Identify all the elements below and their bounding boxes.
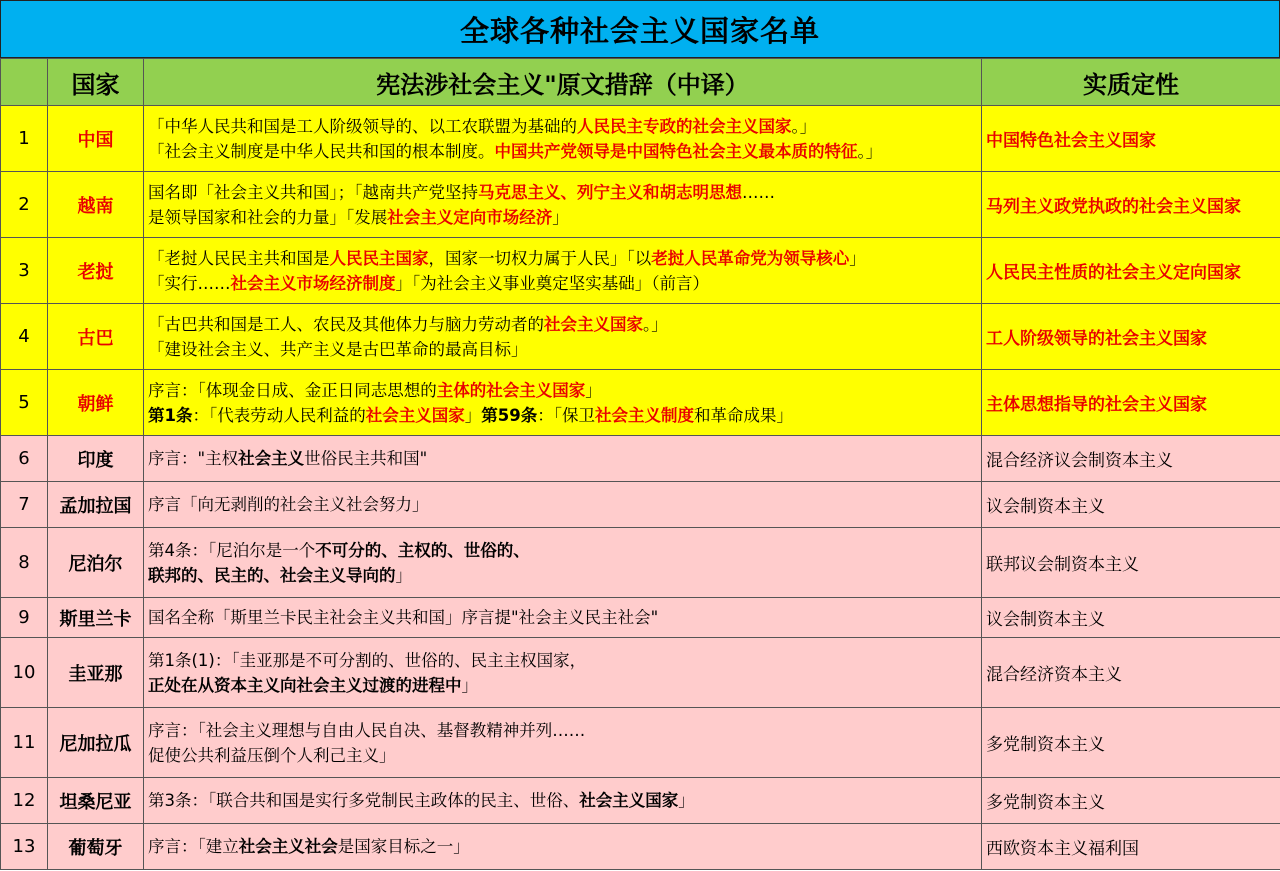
quote-text: 序言：「社会主义理想与自由人民自决、基督教精神并列…… xyxy=(148,720,586,740)
country-name: 印度 xyxy=(48,436,144,482)
country-name: 越南 xyxy=(48,172,144,238)
row-number: 7 xyxy=(1,482,48,528)
quote-line xyxy=(148,538,981,563)
bold-text: 社会主义国家 xyxy=(579,791,679,810)
quote-line xyxy=(148,446,981,471)
constitution-quote xyxy=(144,436,982,482)
quote-line xyxy=(148,114,981,139)
quote-text: 。」 xyxy=(791,116,817,136)
quote-line xyxy=(148,788,981,813)
constitution-quote xyxy=(144,598,982,638)
quote-line xyxy=(148,563,981,588)
quote-text: ：「代表劳动人民利益的 xyxy=(192,405,366,425)
country-name: 圭亚那 xyxy=(48,638,144,708)
quote-text: 「中华人民共和国是工人阶级领导的、以工农联盟为基础的 xyxy=(148,116,577,136)
quote-text: 第3条：「联合共和国是实行多党制民主政体的民主、世俗、 xyxy=(148,791,580,810)
quote-text: 」 xyxy=(461,675,478,695)
header-quote: 宪法涉社会主义"原文措辞（中译） xyxy=(144,59,982,106)
highlight-text: 人民民主国家 xyxy=(329,248,429,268)
nature-label: 混合经济资本主义 xyxy=(982,638,1280,708)
table-row xyxy=(1,172,1280,238)
country-name: 古巴 xyxy=(48,304,144,370)
table-row xyxy=(1,778,1280,824)
row-number: 3 xyxy=(1,238,48,304)
bold-text: 社会主义 xyxy=(238,449,305,468)
table-row xyxy=(1,436,1280,482)
header-country: 国家 xyxy=(48,59,144,106)
table-row xyxy=(1,824,1280,870)
quote-text: 」 xyxy=(849,248,866,268)
quote-text: 「古巴共和国是工人、农民及其他体力与脑力劳动者的 xyxy=(148,314,544,334)
bold-text: 第59条 xyxy=(481,405,538,425)
highlight-text: 社会主义国家 xyxy=(544,314,643,334)
constitution-quote xyxy=(144,304,982,370)
quote-text: 第4条：「尼泊尔是一个 xyxy=(148,540,316,560)
quote-line xyxy=(148,139,981,164)
header-num xyxy=(1,59,48,106)
highlight-text: 社会主义定向市场经济 xyxy=(387,207,553,227)
quote-text: 世俗民主共和国" xyxy=(304,449,428,468)
nature-label: 主体思想指导的社会主义国家 xyxy=(982,370,1280,436)
constitution-quote xyxy=(144,482,982,528)
table-body xyxy=(1,106,1280,870)
highlight-text: 社会主义制度 xyxy=(594,405,694,425)
row-number: 1 xyxy=(1,106,48,172)
quote-line xyxy=(148,205,981,230)
highlight-text: 社会主义市场经济制度 xyxy=(230,273,396,293)
constitution-quote xyxy=(144,106,982,172)
quote-line xyxy=(148,743,981,768)
row-number: 8 xyxy=(1,528,48,598)
bold-text: 联邦的、民主的、社会主义导向的 xyxy=(148,565,396,585)
quote-line xyxy=(148,246,981,271)
quote-line xyxy=(148,312,981,337)
country-name: 朝鲜 xyxy=(48,370,144,436)
quote-text: 」 xyxy=(395,565,412,585)
nature-label: 议会制资本主义 xyxy=(982,598,1280,638)
quote-text: 序言："主权 xyxy=(148,449,239,468)
bold-text: 社会主义社会 xyxy=(238,837,338,856)
country-name: 葡萄牙 xyxy=(48,824,144,870)
bold-text: 正处在从资本主义向社会主义过渡的进程中 xyxy=(148,675,462,695)
table-row xyxy=(1,528,1280,598)
nature-label: 马列主义政党执政的社会主义国家 xyxy=(982,172,1280,238)
quote-text: 促使公共利益压倒个人利己主义」 xyxy=(148,745,396,765)
quote-text: 是领导国家和社会的力量」「发展 xyxy=(148,207,388,227)
quote-text: ，国家一切权力属于人民」「以 xyxy=(428,248,652,268)
country-name: 尼加拉瓜 xyxy=(48,708,144,778)
quote-line xyxy=(148,403,981,428)
quote-line xyxy=(148,271,981,296)
highlight-text: 社会主义国家 xyxy=(365,405,465,425)
quote-text: 序言：「建立 xyxy=(148,837,239,856)
quote-text: 」 xyxy=(585,380,602,400)
country-name: 尼泊尔 xyxy=(48,528,144,598)
nature-label: 人民民主性质的社会主义定向国家 xyxy=(982,238,1280,304)
quote-text: 国名全称「斯里兰卡民主社会主义共和国」序言提"社会主义民主社会" xyxy=(148,608,659,627)
row-number: 4 xyxy=(1,304,48,370)
row-number: 11 xyxy=(1,708,48,778)
constitution-quote xyxy=(144,370,982,436)
quote-text: …… xyxy=(742,182,775,202)
quote-text: 「社会主义制度是中华人民共和国的根本制度。 xyxy=(148,141,495,161)
quote-text: 是国家目标之一」 xyxy=(337,837,470,856)
row-number: 6 xyxy=(1,436,48,482)
constitution-quote xyxy=(144,824,982,870)
quote-line xyxy=(148,337,981,362)
quote-line xyxy=(148,378,981,403)
nature-label: 中国特色社会主义国家 xyxy=(982,106,1280,172)
country-name: 斯里兰卡 xyxy=(48,598,144,638)
nature-label: 议会制资本主义 xyxy=(982,482,1280,528)
country-table xyxy=(0,58,1280,870)
quote-line xyxy=(148,834,981,859)
page-title: 全球各种社会主义国家名单 xyxy=(0,0,1280,58)
table-row xyxy=(1,598,1280,638)
nature-label: 混合经济议会制资本主义 xyxy=(982,436,1280,482)
country-name: 中国 xyxy=(48,106,144,172)
quote-line xyxy=(148,648,981,673)
highlight-text: 老挝人民革命党为领导核心 xyxy=(651,248,850,268)
table-row xyxy=(1,708,1280,778)
quote-text: 国名即「社会主义共和国」；「越南共产党坚持 xyxy=(148,182,478,202)
nature-label: 多党制资本主义 xyxy=(982,778,1280,824)
row-number: 5 xyxy=(1,370,48,436)
highlight-text: 中国共产党领导是中国特色社会主义最本质的特征 xyxy=(494,141,858,161)
constitution-quote xyxy=(144,528,982,598)
row-number: 12 xyxy=(1,778,48,824)
country-name: 坦桑尼亚 xyxy=(48,778,144,824)
quote-text: 」 xyxy=(552,207,569,227)
table-row xyxy=(1,482,1280,528)
highlight-text: 马克思主义、列宁主义和胡志明思想 xyxy=(478,182,742,202)
nature-label: 联邦议会制资本主义 xyxy=(982,528,1280,598)
header-row xyxy=(1,59,1280,106)
quote-text: 。」 xyxy=(857,141,883,161)
constitution-quote xyxy=(144,638,982,708)
quote-text: 。」 xyxy=(643,314,668,334)
quote-text: 序言「向无剥削的社会主义社会努力」 xyxy=(148,495,429,514)
quote-text: ：「保卫 xyxy=(537,405,595,425)
table-row xyxy=(1,304,1280,370)
highlight-text: 人民民主专政的社会主义国家 xyxy=(577,116,792,136)
highlight-text: 主体的社会主义国家 xyxy=(436,380,586,400)
row-number: 13 xyxy=(1,824,48,870)
row-number: 2 xyxy=(1,172,48,238)
table-row xyxy=(1,370,1280,436)
nature-label: 西欧资本主义福利国 xyxy=(982,824,1280,870)
quote-text: 第1条(1)：「圭亚那是不可分割的、世俗的、民主主权国家， xyxy=(148,650,587,670)
nature-label: 多党制资本主义 xyxy=(982,708,1280,778)
quote-text: 「实行…… xyxy=(148,273,231,293)
country-name: 老挝 xyxy=(48,238,144,304)
constitution-quote xyxy=(144,238,982,304)
row-number: 9 xyxy=(1,598,48,638)
quote-line xyxy=(148,180,981,205)
quote-text: 和革命成果」 xyxy=(693,405,793,425)
header-nature: 实质定性 xyxy=(982,59,1280,106)
constitution-quote xyxy=(144,778,982,824)
quote-text: 」 xyxy=(678,791,695,810)
quote-text: 序言：「体现金日成、金正日同志思想的 xyxy=(148,380,437,400)
bold-text: 第1条 xyxy=(148,405,193,425)
table-row xyxy=(1,638,1280,708)
table-row xyxy=(1,106,1280,172)
quote-line xyxy=(148,718,981,743)
quote-line xyxy=(148,605,981,630)
table-row xyxy=(1,238,1280,304)
country-name: 孟加拉国 xyxy=(48,482,144,528)
quote-text: 「老挝人民民主共和国是 xyxy=(148,248,330,268)
quote-text: 」「为社会主义事业奠定坚实基础」（前言） xyxy=(395,273,709,293)
quote-text: 「建设社会主义、共产主义是古巴革命的最高目标」 xyxy=(148,339,528,359)
quote-text: 」 xyxy=(464,405,482,425)
nature-label: 工人阶级领导的社会主义国家 xyxy=(982,304,1280,370)
bold-text: 不可分的、主权的、世俗的、 xyxy=(315,540,530,560)
quote-line xyxy=(148,492,981,517)
constitution-quote xyxy=(144,172,982,238)
row-number: 10 xyxy=(1,638,48,708)
constitution-quote xyxy=(144,708,982,778)
quote-line xyxy=(148,673,981,698)
